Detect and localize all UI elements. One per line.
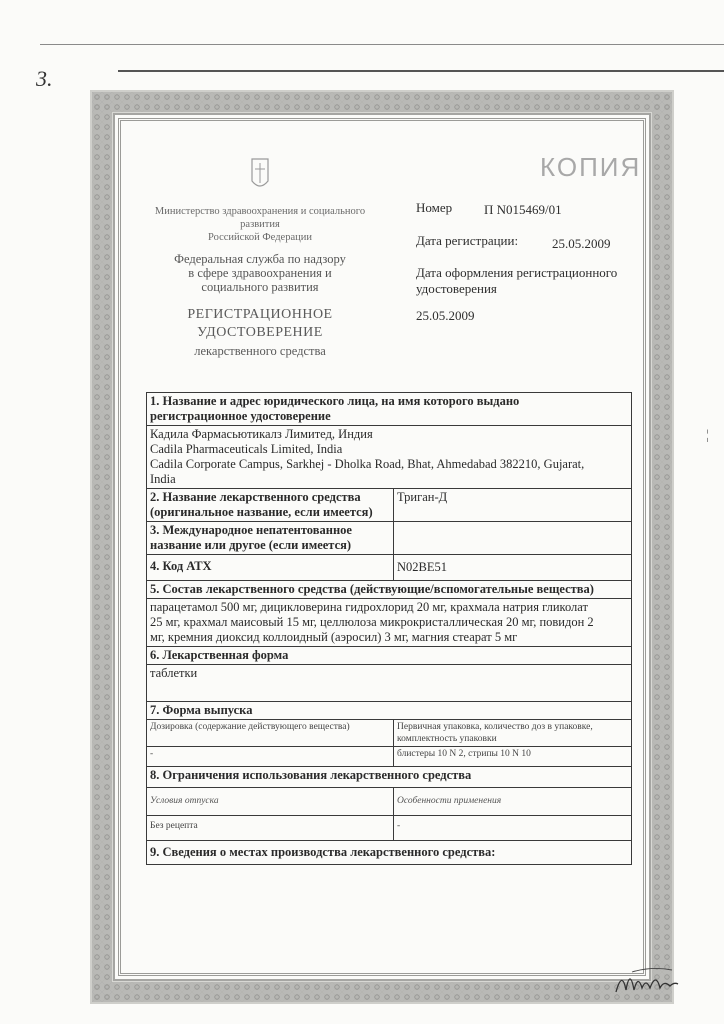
document-title [140, 306, 380, 360]
reg-date-value: 25.05.2009 [552, 236, 611, 251]
composition-line: парацетамол 500 мг, дицикловерина гидрохлорид 20 мг, крахмала натрия гликолат [150, 600, 588, 614]
title-line: регистрационное удостоверение [150, 409, 331, 423]
issue-label-line: удостоверения [416, 281, 497, 296]
section-5-header-row [147, 581, 632, 599]
top-rule-secondary [118, 70, 724, 72]
packaging-value: блистеры 10 N 2, стрипы 10 N 10 [394, 747, 632, 767]
applicant-line: Кадила Фармасьютикалз Лимитед, Индия [150, 427, 373, 441]
title-line: УДОСТОВЕРЕНИЕ [197, 325, 323, 340]
service-line: в сфере здравоохранения и [188, 266, 332, 280]
header-line: Первичная упаковка, количество доз в упаковке, [397, 722, 593, 732]
section-3-value [394, 522, 632, 555]
margin-mark: ¦ [706, 428, 709, 443]
top-rule [40, 44, 724, 45]
dosage-header: Дозировка (содержание действующего вещества) [147, 720, 394, 747]
number-label: Номер [416, 200, 453, 215]
service-line: социального развития [201, 280, 319, 294]
usage-features-header: Особенности применения [394, 788, 632, 816]
packaging-header [394, 720, 632, 747]
section-2-value: Триган-Д [394, 489, 632, 522]
federal-service-name [140, 252, 380, 294]
applicant-line: Cadila Pharmaceuticals Limited, India [150, 442, 343, 456]
section-3-title [147, 522, 394, 555]
section-7-title: 7. Форма выпуска [147, 702, 632, 720]
section-4-value: N02BE51 [394, 555, 632, 581]
section-8-title: 8. Ограничения использования лекарственного средства [147, 767, 632, 788]
issue-label-line: Дата оформления регистрационного [416, 265, 618, 280]
reg-date-label: Дата регистрации: [416, 233, 519, 248]
applicant-line: India [150, 472, 176, 486]
section-4-title: 4. Код АТХ [147, 555, 394, 581]
ministry-name [140, 205, 380, 244]
title-line: РЕГИСТРАЦИОННОЕ [187, 307, 333, 322]
issue-date-label [416, 265, 617, 297]
section-9-title: 9. Сведения о местах производства лекарственного средства: [147, 841, 632, 865]
usage-features-value: - [394, 816, 632, 841]
dispensing-header: Условия отпуска [147, 788, 394, 816]
number-value: П N015469/01 [484, 202, 562, 217]
section-7-header-row [147, 702, 632, 720]
section-1-body-row [147, 426, 632, 489]
section-9-header-row [147, 841, 632, 865]
ministry-line: Министерство здравоохранения и социального [154, 206, 366, 217]
section-8-columns-row [147, 788, 632, 816]
section-5-title: 5. Состав лекарственного средства (действующие/вспомогательные вещества) [147, 581, 632, 599]
title-line: 3. Международное непатентованное [150, 523, 352, 537]
section-6-value: таблетки [147, 665, 632, 702]
handwritten-signature [612, 964, 682, 1000]
title-line: (оригинальное название, если имеется) [150, 505, 373, 519]
page-number-mark: 3. [36, 66, 53, 91]
ministry-line: Российской Федерации [208, 232, 312, 243]
document-subtitle: лекарственного средства [194, 344, 326, 358]
dispensing-value: Без рецепта [147, 816, 394, 841]
dosage-value: - [147, 747, 394, 767]
title-line: название или другое (если имеется) [150, 538, 352, 552]
section-6-title: 6. Лекарственная форма [147, 647, 632, 665]
section-1-header-row [147, 393, 632, 426]
applicant-line: Cadila Corporate Campus, Sarkhej - Dholka Road, Bhat, Ahmedabad 382210, Gujarat, [150, 457, 585, 471]
section-1-title [147, 393, 632, 426]
section-8-header-row [147, 767, 632, 788]
section-5-content [147, 599, 632, 647]
section-2-row [147, 489, 632, 522]
ministry-line: развития [240, 219, 280, 230]
section-3-row [147, 522, 632, 555]
composition-line: 25 мг, крахмал маисовый 15 мг, целлюлоза микрокристаллическая 20 мг, повидон 2 [150, 615, 594, 629]
section-5-body-row [147, 599, 632, 647]
section-7-columns-row [147, 720, 632, 747]
title-line: 1. Название и адрес юридического лица, на имя которого выдано [150, 394, 520, 408]
section-6-header-row [147, 647, 632, 665]
title-line: 2. Название лекарственного средства [150, 490, 361, 504]
section-7-values-row [147, 747, 632, 767]
copy-stamp: КОПИЯ [540, 152, 642, 182]
section-4-row [147, 555, 632, 581]
composition-line: мг, кремния диоксид коллоидный (аэросил) 3 мг, магния стеарат 5 мг [150, 630, 518, 644]
coat-of-arms-icon [248, 155, 272, 195]
section-8-values-row [147, 816, 632, 841]
section-2-title [147, 489, 394, 522]
section-6-body-row [147, 665, 632, 702]
service-line: Федеральная служба по надзору [174, 252, 346, 266]
section-1-content [147, 426, 632, 489]
header-line: комплектность упаковки [397, 734, 497, 744]
issue-date-value: 25.05.2009 [416, 308, 475, 323]
certificate-table [146, 392, 632, 865]
